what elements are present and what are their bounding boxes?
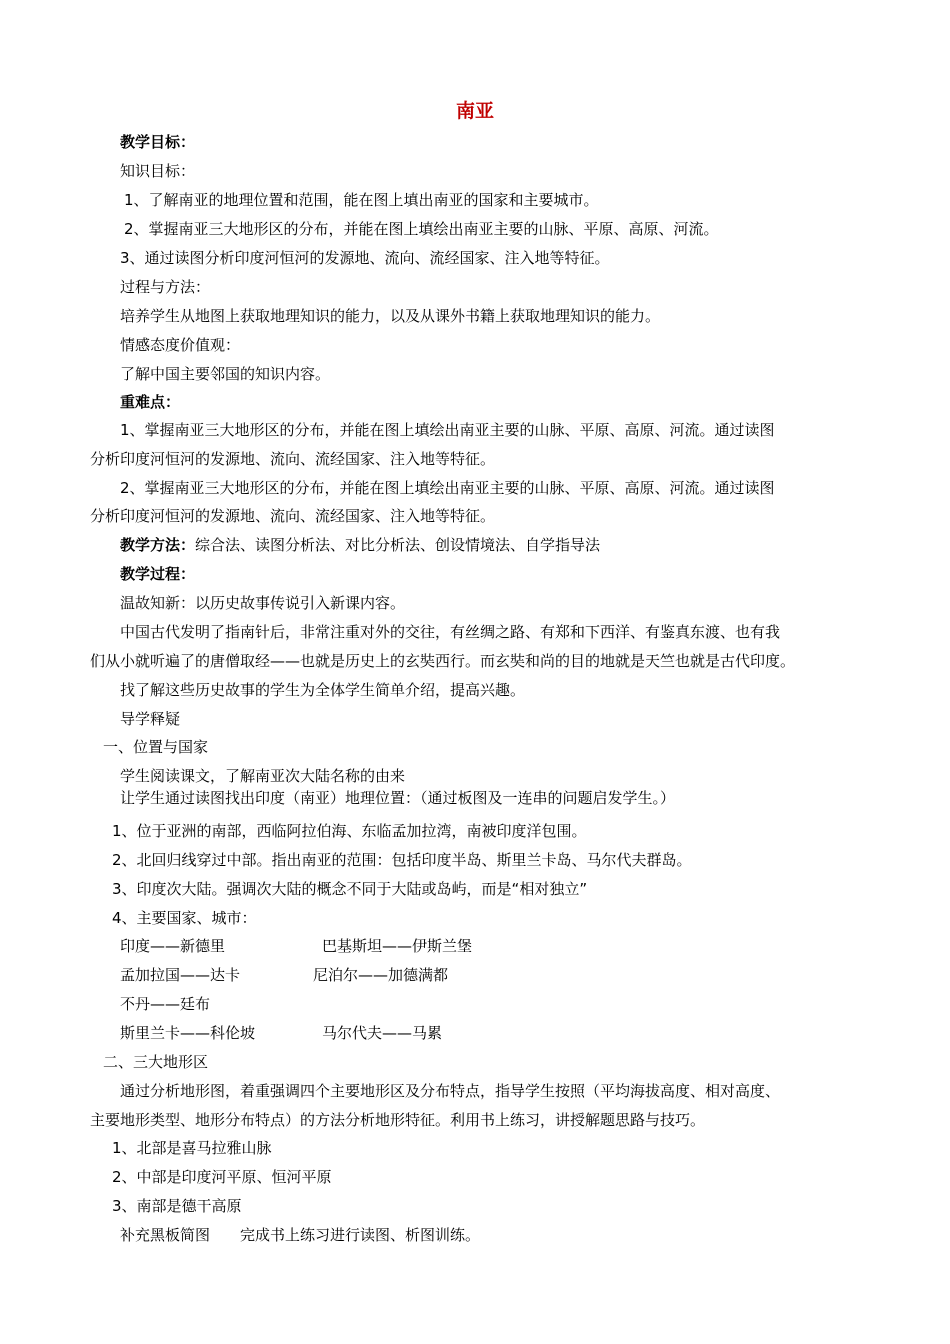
section-2-line-1: 通过分析地形图，着重强调四个主要地形区及分布特点，指导学生按照（平均海拔高度、相对高度、 [120, 1082, 781, 1100]
doc-title: 南亚 [455, 100, 494, 122]
city-bangladesh: 孟加拉国——达卡 [120, 966, 241, 984]
story-line-1: 中国古代发明了指南针后，非常注重对外的交往，有丝绸之路、有郑和下西洋、有鉴真东渡、也有我 [120, 623, 781, 641]
process-method-label: 过程与方法： [120, 278, 211, 296]
section-2-heading: 二、三大地形区 [103, 1053, 209, 1071]
key-point-1-line-1: 1、掌握南亚三大地形区的分布，并能在图上填绘出南亚主要的山脉、平原、高原、河流。通过读图 [120, 421, 775, 439]
city-srilanka: 斯里兰卡——科伦坡 [120, 1024, 256, 1042]
knowledge-goal-2: 2、掌握南亚三大地形区的分布，并能在图上填绘出南亚主要的山脉、平原、高原、河流。 [124, 220, 719, 238]
heading-teaching-method: 教学方法： [120, 536, 196, 554]
teaching-method-text: 综合法、读图分析法、对比分析法、创设情境法、自学指导法 [195, 536, 601, 554]
terrain-4: 补充黑板简图 完成书上练习进行读图、析图训练。 [120, 1226, 481, 1244]
heading-teaching-goals: 教学目标： [120, 133, 196, 151]
knowledge-goal-1: 1、了解南亚的地理位置和范围，能在图上填出南亚的国家和主要城市。 [124, 191, 599, 209]
position-1: 1、位于亚洲的南部，西临阿拉伯海、东临孟加拉湾，南被印度洋包围。 [112, 822, 587, 840]
city-maldives: 马尔代夫——马累 [322, 1024, 443, 1042]
terrain-3: 3、南部是德干高原 [112, 1197, 242, 1215]
terrain-2: 2、中部是印度河平原、恒河平原 [112, 1168, 332, 1186]
key-point-1-line-2: 分析印度河恒河的发源地、流向、流经国家、注入地等特征。 [90, 450, 496, 468]
position-3: 3、印度次大陆。强调次大陆的概念不同于大陆或岛屿，而是“相对独立” [112, 880, 588, 898]
guide-heading: 导学释疑 [120, 710, 181, 728]
key-point-2-line-2: 分析印度河恒河的发源地、流向、流经国家、注入地等特征。 [90, 507, 496, 525]
story-line-3: 找了解这些历史故事的学生为全体学生简单介绍，提高兴趣。 [120, 681, 526, 699]
heading-teaching-process: 教学过程： [120, 565, 196, 583]
city-bhutan: 不丹——廷布 [120, 995, 211, 1013]
heading-key-points: 重难点： [120, 393, 181, 411]
knowledge-goals-label: 知识目标： [120, 162, 196, 180]
process-method-text: 培养学生从地图上获取地理知识的能力，以及从课外书籍上获取地理知识的能力。 [120, 307, 661, 325]
knowledge-goal-3: 3、通过读图分析印度河恒河的发源地、流向、流经国家、注入地等特征。 [120, 249, 610, 267]
teaching-method-line [120, 535, 600, 555]
section-1-para-1: 学生阅读课文，了解南亚次大陆名称的由来 [120, 767, 406, 785]
story-line-2: 们从小就听遍了的唐僧取经——也就是历史上的玄奘西行。而玄奘和尚的目的地就是天竺也就是古代印度。 [90, 652, 796, 670]
city-india: 印度——新德里 [120, 937, 226, 955]
city-pakistan: 巴基斯坦——伊斯兰堡 [322, 937, 473, 955]
emotion-label: 情感态度价值观： [120, 336, 241, 354]
key-point-2-line-1: 2、掌握南亚三大地形区的分布，并能在图上填绘出南亚主要的山脉、平原、高原、河流。通过读图 [120, 479, 775, 497]
review-text: 温故知新：以历史故事传说引入新课内容。 [120, 594, 406, 612]
terrain-1: 1、北部是喜马拉雅山脉 [112, 1139, 272, 1157]
section-1-heading: 一、位置与国家 [103, 738, 209, 756]
position-4: 4、主要国家、城市： [112, 909, 257, 927]
emotion-text: 了解中国主要邻国的知识内容。 [120, 365, 331, 383]
section-2-line-2: 主要地形类型、地形分布特点）的方法分析地形特征。利用书上练习，讲授解题思路与技巧。 [90, 1111, 706, 1129]
city-nepal: 尼泊尔——加德满都 [313, 966, 449, 984]
section-1-para-2: 让学生通过读图找出印度（南亚）地理位置：（通过板图及一连串的问题启发学生。） [120, 789, 676, 807]
position-2: 2、北回归线穿过中部。指出南亚的范围：包括印度半岛、斯里兰卡岛、马尔代夫群岛。 [112, 851, 692, 869]
